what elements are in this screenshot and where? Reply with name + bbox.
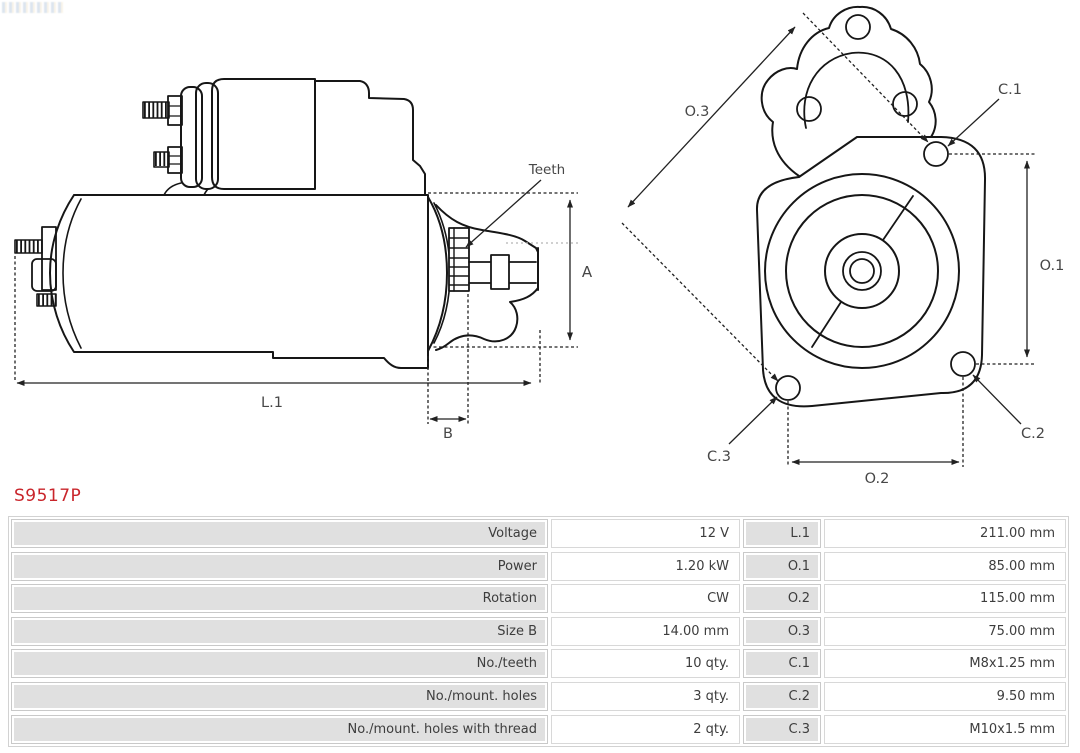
front-view-dimensions [622, 13, 1035, 467]
table-row [11, 617, 1066, 646]
part-number: S9517P [14, 486, 82, 506]
table-row [11, 649, 1066, 678]
spec-label: No./teeth [11, 649, 548, 678]
hole-c3 [776, 376, 800, 400]
dim-code: L.1 [743, 519, 821, 548]
drive-end-housing [428, 197, 538, 351]
teeth-label: Teeth [528, 162, 566, 178]
dim-value: 211.00 mm [824, 519, 1066, 548]
dim-code: O.2 [743, 584, 821, 613]
spec-value: 1.20 kW [551, 552, 740, 581]
dim-value: M10x1.5 mm [824, 715, 1066, 744]
spec-value: 10 qty. [551, 649, 740, 678]
table-row [11, 682, 1066, 711]
spec-label: Voltage [11, 519, 548, 548]
hole-c1 [924, 142, 948, 166]
dim-value: M8x1.25 mm [824, 649, 1066, 678]
pinion-gear [449, 228, 536, 291]
spec-value: 2 qty. [551, 715, 740, 744]
dim-label-c1: C.1 [998, 82, 1022, 98]
spec-value: 3 qty. [551, 682, 740, 711]
spec-table [8, 516, 1069, 747]
side-view-drawing [15, 79, 538, 368]
spec-value: 14.00 mm [551, 617, 740, 646]
mounting-holes [776, 142, 975, 400]
dim-label-o1: O.1 [1039, 258, 1065, 274]
dim-label-o2: O.2 [864, 471, 890, 487]
spec-label: Size B [11, 617, 548, 646]
dim-label-b: B [443, 426, 453, 442]
spec-value: 12 V [551, 519, 740, 548]
gear-housing [762, 7, 936, 176]
spec-label: Rotation [11, 584, 548, 613]
dim-value: 85.00 mm [824, 552, 1066, 581]
dim-label-o3: O.3 [684, 104, 710, 120]
dim-value: 115.00 mm [824, 584, 1066, 613]
table-row [11, 519, 1066, 548]
spec-label: No./mount. holes [11, 682, 548, 711]
dim-code: C.1 [743, 649, 821, 678]
spec-label: Power [11, 552, 548, 581]
dim-code: O.1 [743, 552, 821, 581]
dim-value: 9.50 mm [824, 682, 1066, 711]
side-view-labels [261, 162, 593, 442]
dim-label-c3: C.3 [707, 449, 731, 465]
dim-code: O.3 [743, 617, 821, 646]
table-row [11, 584, 1066, 613]
spec-value: CW [551, 584, 740, 613]
dim-value: 75.00 mm [824, 617, 1066, 646]
dim-label-a: A [581, 263, 593, 281]
motor-body [50, 195, 428, 368]
table-row [11, 715, 1066, 744]
solenoid-terminal-studs [143, 96, 182, 173]
dim-label-c2: C.2 [1021, 426, 1045, 442]
solenoid [164, 79, 425, 195]
hole-c2 [951, 352, 975, 376]
dim-code: C.2 [743, 682, 821, 711]
front-view-drawing [757, 7, 985, 406]
dim-label-l1: L.1 [261, 395, 283, 411]
spec-label: No./mount. holes with thread [11, 715, 548, 744]
dim-code: C.3 [743, 715, 821, 744]
side-view-dimensions [15, 180, 578, 424]
table-row [11, 552, 1066, 581]
